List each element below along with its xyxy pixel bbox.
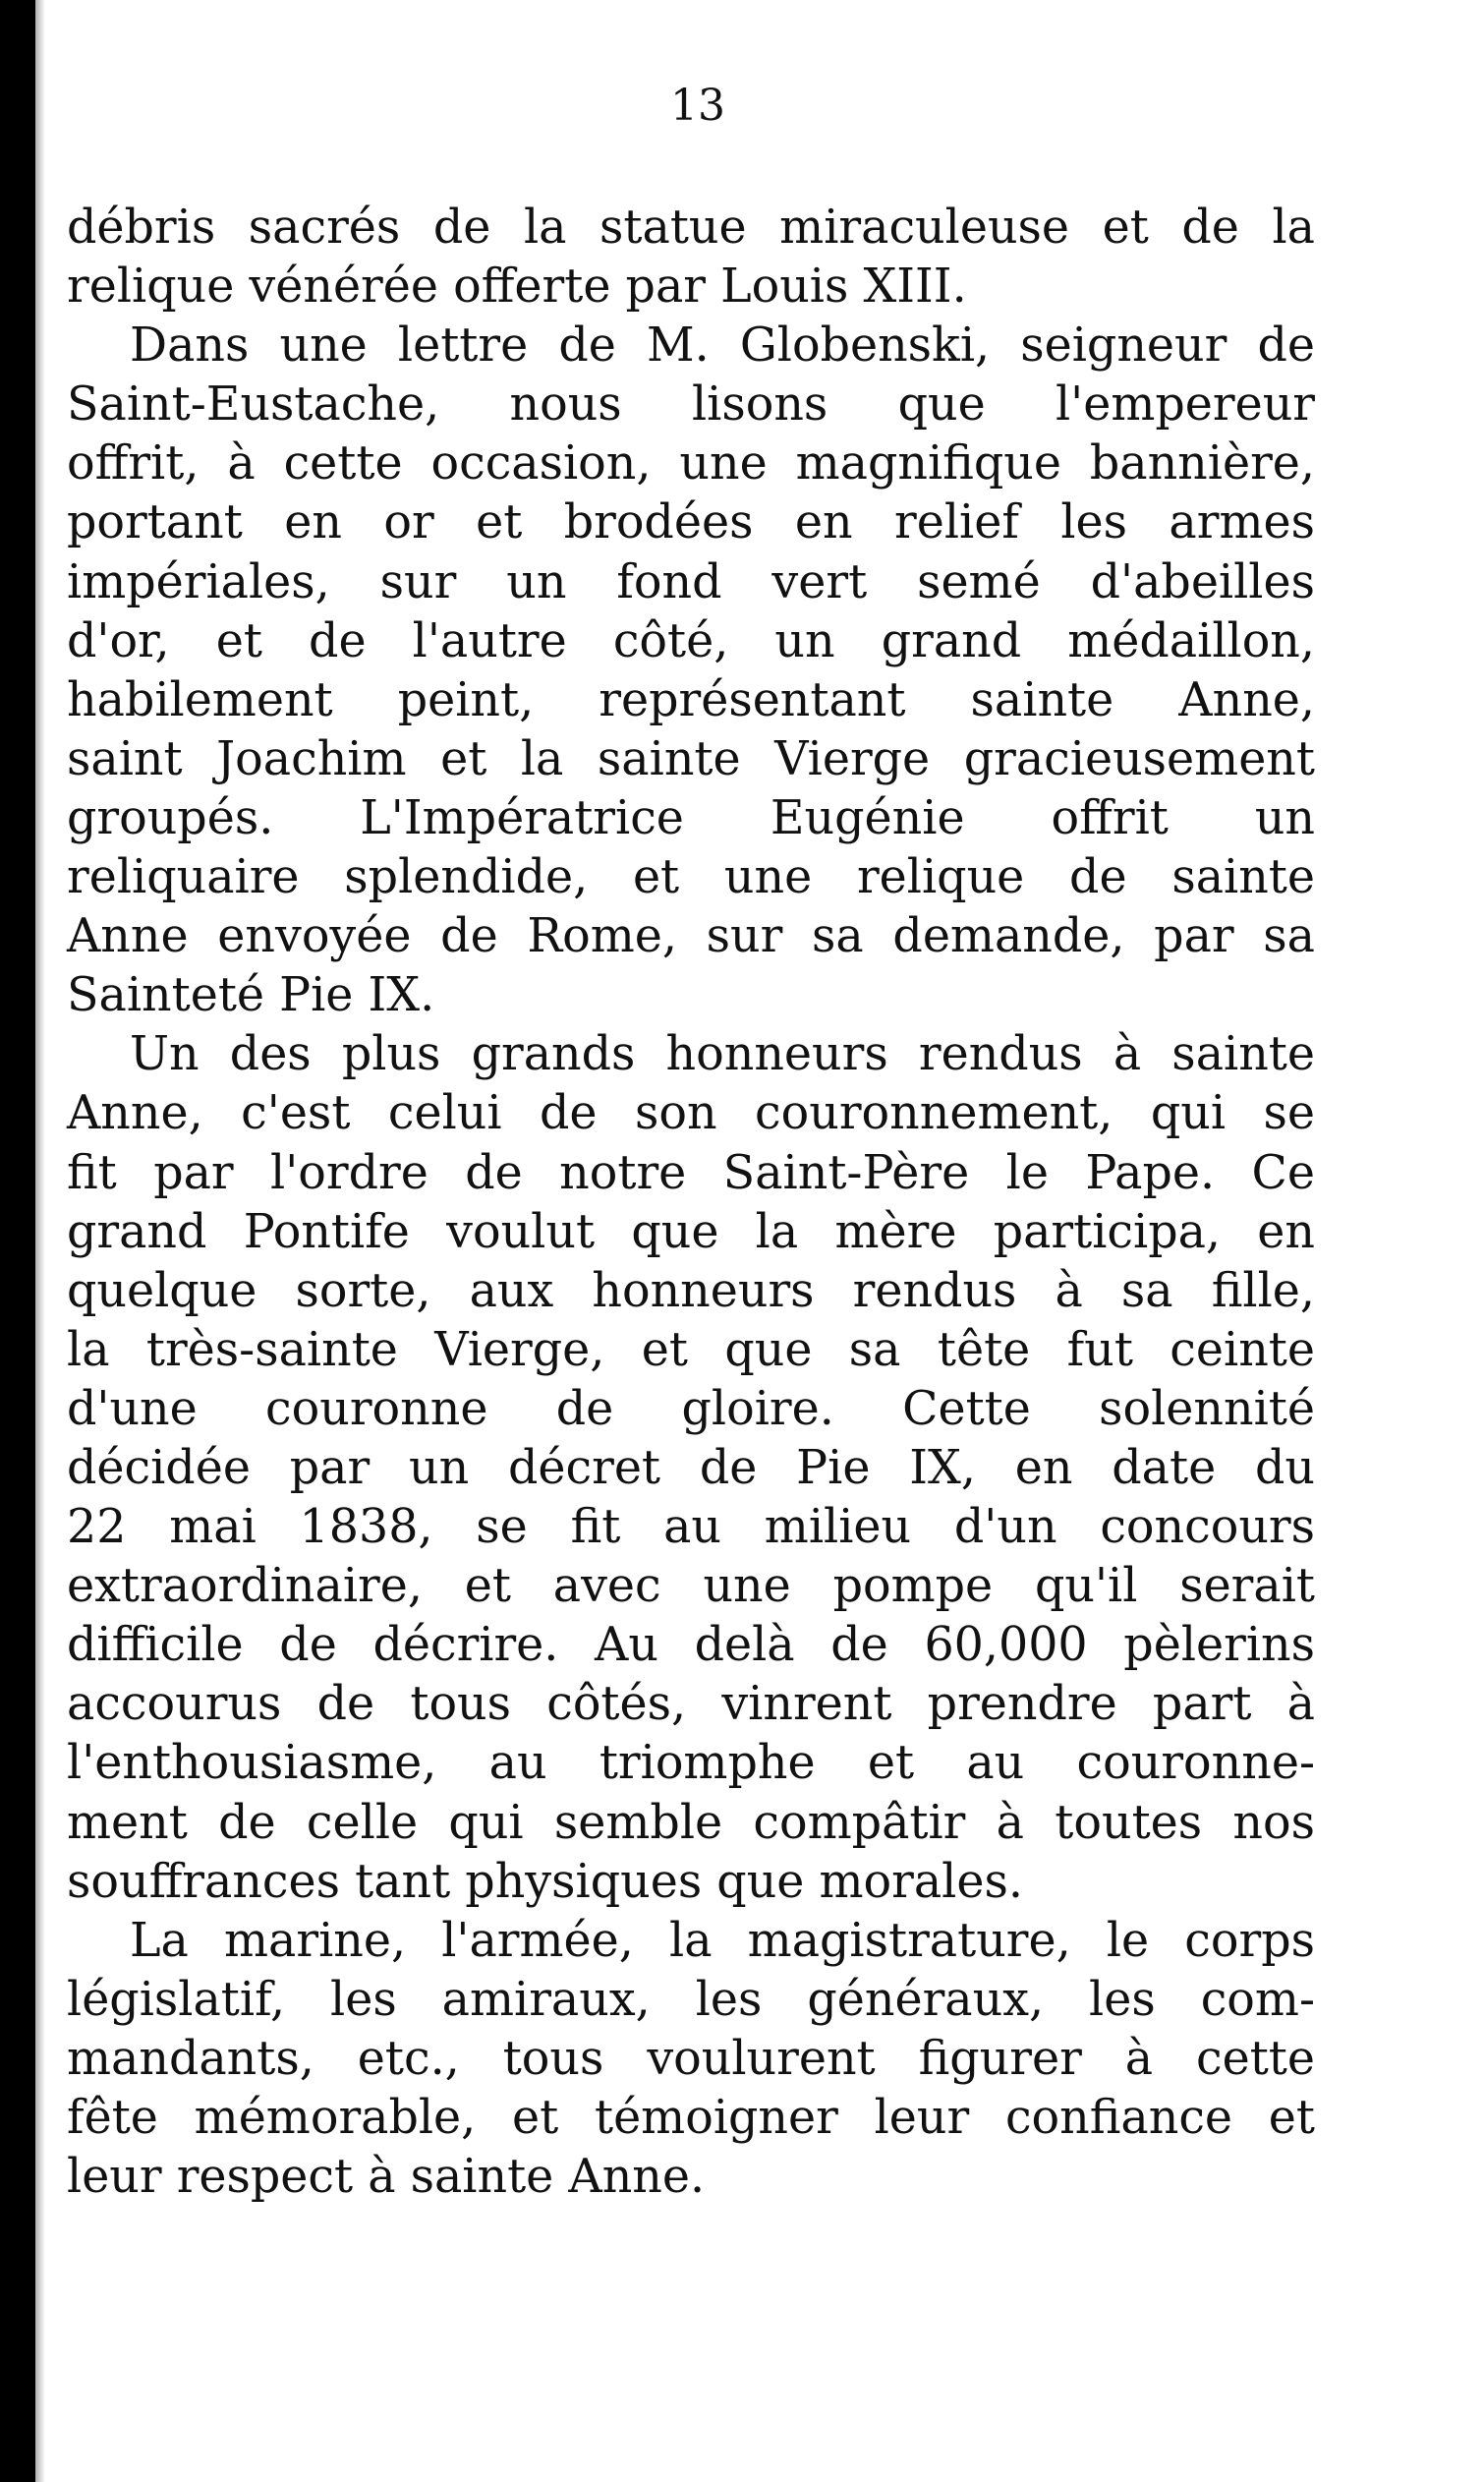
paragraph-first-line: Dans une lettre de M. Globenski, seigneur de [130, 318, 1315, 374]
paragraph-first-line: La marine, l'armée, la magistrature, le corps [130, 1913, 1315, 1968]
text-line: offrit, à cette occasion, une magnifique bannière, [67, 436, 1315, 491]
text-line: quelque sorte, aux honneurs rendus à sa fille, [67, 1263, 1315, 1318]
text-line: fête mémorable, et témoigner leur confiance et [67, 2091, 1315, 2145]
text-line: décidée par un décret de Pie IX, en date du [67, 1440, 1315, 1495]
text-line: d'or, et de l'autre côté, un grand médaillon, [67, 613, 1315, 668]
binding-edge-gradient [35, 0, 45, 2482]
text-line: habilement peint, représentant sainte Anne, [67, 672, 1315, 727]
body-text [67, 199, 1315, 2207]
page-number: 13 [670, 81, 725, 131]
binding-shadow [0, 0, 35, 2482]
text-line: difficile de décrire. Au delà de 60,000 pèlerins [67, 1618, 1315, 1673]
text-line: Anne envoyée de Rome, sur sa demande, par sa [67, 909, 1315, 964]
text-line: extraordinaire, et avec une pompe qu'il serait [67, 1559, 1315, 1614]
text-line: grand Pontife voulut que la mère participa, en [67, 1204, 1315, 1259]
text-line: l'enthousiasme, au triomphe et au couronne- [67, 1736, 1315, 1791]
text-line: Saint-Eustache, nous lisons que l'empereur [67, 377, 1315, 433]
text-line: accourus de tous côtés, vinrent prendre part à [67, 1677, 1315, 1732]
text-line: Sainteté Pie IX. [67, 968, 435, 1023]
text-line: souffrances tant physiques que morales. [67, 1854, 1023, 1909]
text-line: la très-sainte Vierge, et que sa tête fut ceinte [67, 1322, 1315, 1377]
text-line: 22 mai 1838, se fit au milieu d'un concours [67, 1500, 1315, 1555]
text-line: mandants, etc., tous voulurent figurer à cette [67, 2031, 1315, 2086]
text-line: débris sacrés de la statue miraculeuse et de la [67, 201, 1315, 255]
text-line: portant en or et brodées en relief les armes [67, 495, 1315, 550]
text-line: relique vénérée offerte par Louis XIII. [67, 260, 967, 315]
paragraph-first-line: Un des plus grands honneurs rendus à sainte [130, 1027, 1315, 1082]
text-line: reliquaire splendide, et une relique de sainte [67, 850, 1315, 905]
text-line: législatif, les amiraux, les généraux, les com- [67, 1972, 1315, 2027]
text-line: fit par l'ordre de notre Saint-Père le Pape. Ce [67, 1145, 1315, 1200]
text-line: groupés. L'Impératrice Eugénie offrit un [67, 790, 1315, 845]
text-line: impériales, sur un fond vert semé d'abeilles [67, 554, 1315, 609]
text-line: leur respect à sainte Anne. [67, 2150, 706, 2205]
text-line: saint Joachim et la sainte Vierge gracieusement [67, 731, 1315, 786]
text-line: Anne, c'est celui de son couronnement, qui se [67, 1086, 1315, 1141]
text-line: ment de celle qui semble compâtir à toutes nos [67, 1795, 1315, 1850]
text-line: d'une couronne de gloire. Cette solennité [67, 1381, 1315, 1436]
